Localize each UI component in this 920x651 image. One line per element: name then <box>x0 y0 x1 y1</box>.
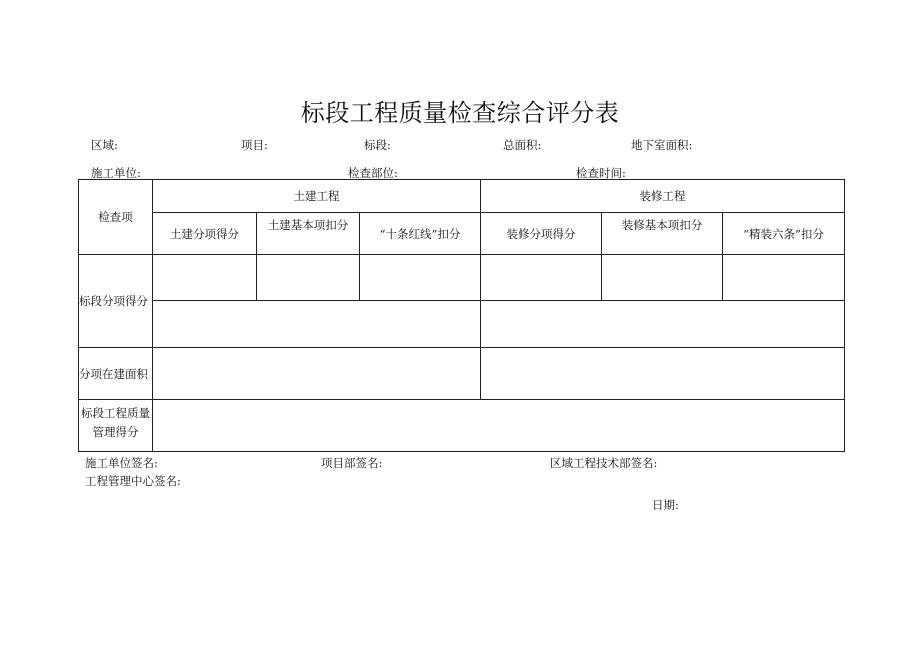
civil-score-cell[interactable] <box>153 255 257 301</box>
deco-header-cell: 装修工程 <box>481 180 845 213</box>
inspection-time-label: 检查时间: <box>576 166 626 180</box>
civil-area-cell[interactable] <box>153 348 481 400</box>
date-label: 日期: <box>652 498 679 512</box>
contractor-sign-label: 施工单位签名: <box>85 456 158 470</box>
region-tech-sign-label: 区域工程技术部签名: <box>550 456 658 470</box>
center-sign-label: 工程管理中心签名: <box>85 474 181 488</box>
civil-total-score-cell[interactable] <box>153 301 481 348</box>
deco-score-cell[interactable] <box>481 255 602 301</box>
deco-basic-deduction-cell[interactable] <box>602 255 723 301</box>
deco-col-header: 装修分项得分 <box>481 213 602 255</box>
section-score-label-cell: 标段分项得分 <box>79 255 153 348</box>
area-in-construction-label-cell: 分项在建面积 <box>79 348 153 400</box>
quality-mgmt-score-cell[interactable] <box>153 400 845 452</box>
section-label: 标段: <box>364 138 391 152</box>
deco-area-cell[interactable] <box>481 348 845 400</box>
score-table <box>78 179 845 452</box>
deco-six-deduction-cell[interactable] <box>723 255 845 301</box>
deco-col-header: 装修基本项扣分 <box>602 213 723 255</box>
quality-mgmt-label-cell: 标段工程质量管理得分 <box>79 400 153 452</box>
total-area-label: 总面积: <box>503 138 542 152</box>
region-label: 区域: <box>91 138 118 152</box>
deco-col-header: “精装六条”扣分 <box>723 213 845 255</box>
civil-col-header: “十条红线”扣分 <box>360 213 481 255</box>
basement-area-label: 地下室面积: <box>631 138 693 152</box>
item-header-cell: 检查项 <box>79 180 153 255</box>
civil-basic-deduction-cell[interactable] <box>257 255 360 301</box>
contractor-label: 施工单位: <box>91 166 141 180</box>
form-title: 标段工程质量检查综合评分表 <box>300 99 620 127</box>
civil-header-cell: 土建工程 <box>153 180 481 213</box>
civil-col-header: 土建基本项扣分 <box>257 213 360 255</box>
deco-total-score-cell[interactable] <box>481 301 845 348</box>
project-label: 项目: <box>241 138 268 152</box>
inspection-part-label: 检查部位: <box>348 166 398 180</box>
civil-col-header: 土建分项得分 <box>153 213 257 255</box>
project-dept-sign-label: 项目部签名: <box>321 456 383 470</box>
civil-redline-deduction-cell[interactable] <box>360 255 481 301</box>
